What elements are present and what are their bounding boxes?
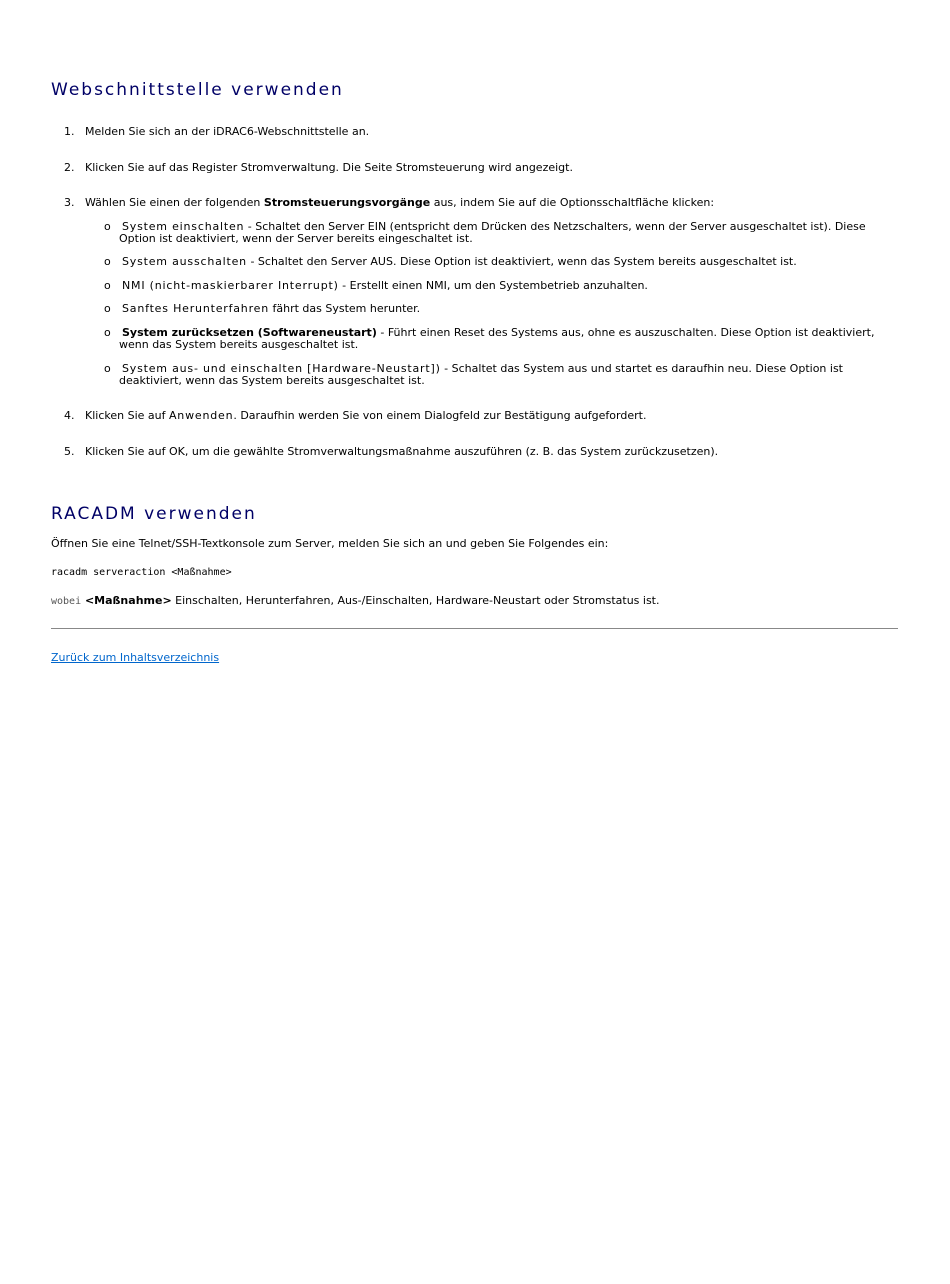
option-description: - Schaltet den Server EIN (entspricht dem Drücken des Netzschalters, wenn der Server ausgeschaltet ist). Diese Option ist deaktiviert, wenn der Server bereits eingeschaltet ist. [119, 220, 866, 245]
option-description: - Erstellt einen NMI, um den Systembetrieb anzuhalten. [338, 279, 648, 292]
option-label: System ausschalten [122, 255, 247, 268]
step-text: Klicken Sie auf Anwenden. Daraufhin werden Sie von einem Dialogfeld zur Bestätigung aufgefordert. [85, 409, 647, 422]
step-number: 5. [64, 445, 75, 458]
bullet-icon: o [104, 255, 111, 268]
racadm-intro: Öffnen Sie eine Telnet/SSH-Textkonsole zum Server, melden Sie sich an und geben Sie Folgendes ein: [51, 537, 609, 550]
option-description: - Schaltet den Server AUS. Diese Option ist deaktiviert, wenn das System bereits ausgeschaltet ist. [246, 255, 797, 268]
option-description: - Führt einen Reset des Systems aus, ohne es auszuschalten. Diese Option ist deaktiviert, wenn das System bereits ausgeschaltet ist. [119, 326, 875, 351]
where-prefix: wobei [51, 596, 82, 607]
option-power-cycle [104, 363, 904, 387]
divider [51, 628, 898, 629]
step-3 [0, 195, 950, 211]
option-label: System aus- und einschalten [Hardware-Neustart]) [122, 362, 441, 375]
step-text: Melden Sie sich an der iDRAC6-Webschnittstelle an. [85, 125, 370, 138]
step-number: 1. [64, 125, 75, 138]
option-description: fährt das System herunter. [269, 302, 421, 315]
bullet-icon: o [104, 302, 111, 315]
back-to-contents-link[interactable]: Zurück zum Inhaltsverzeichnis [51, 651, 220, 664]
where-param: <Maßnahme> [81, 594, 172, 607]
step-number: 4. [64, 409, 75, 422]
bullet-icon: o [104, 279, 111, 292]
option-label: System einschalten [122, 220, 245, 233]
bullet-icon: o [104, 326, 111, 339]
apply-term: Anwenden [168, 409, 234, 422]
option-description: - Schaltet das System aus und startet es daraufhin neu. Diese Option ist deaktiviert, wenn das System bereits ausgeschaltet ist. [119, 362, 843, 387]
racadm-where [51, 594, 660, 609]
racadm-command: racadm serveraction <Maßnahme> [51, 567, 232, 578]
heading-web-interface: Webschnittstelle verwenden [51, 80, 344, 100]
step-number: 3. [64, 196, 75, 209]
step-text: Klicken Sie auf OK, um die gewählte Stromverwaltungsmaßnahme auszuführen (z. B. das System zurückzusetzen). [85, 445, 719, 458]
option-reset [104, 327, 904, 351]
step-4 [0, 408, 950, 424]
option-nmi [104, 280, 904, 292]
option-label: NMI (nicht-maskierbarer Interrupt) [122, 279, 339, 292]
option-label: System zurücksetzen (Softwareneustart) [122, 326, 377, 339]
option-power-on [104, 221, 904, 245]
step-1 [0, 124, 950, 140]
bullet-icon: o [104, 220, 111, 233]
heading-racadm: RACADM verwenden [51, 504, 257, 524]
power-operations-term: Stromsteuerungsvorgänge [263, 196, 431, 209]
option-graceful-shutdown [104, 303, 904, 315]
where-text: Einschalten, Herunterfahren, Aus-/Einschalten, Hardware-Neustart oder Stromstatus ist. [171, 594, 660, 607]
option-label: Sanftes Herunterfahren [122, 302, 269, 315]
ok-term: OK [168, 445, 185, 458]
step-text: Klicken Sie auf das Register Stromverwaltung. Die Seite Stromsteuerung wird angezeigt. [85, 161, 573, 174]
step-text: Wählen Sie einen der folgenden Stromsteuerungsvorgänge aus, indem Sie auf die Optionsschaltfläche klicken: [85, 196, 715, 209]
step-number: 2. [64, 161, 75, 174]
step-2 [0, 160, 950, 176]
bullet-icon: o [104, 362, 111, 375]
option-power-off [104, 256, 904, 268]
step-5 [0, 444, 950, 460]
